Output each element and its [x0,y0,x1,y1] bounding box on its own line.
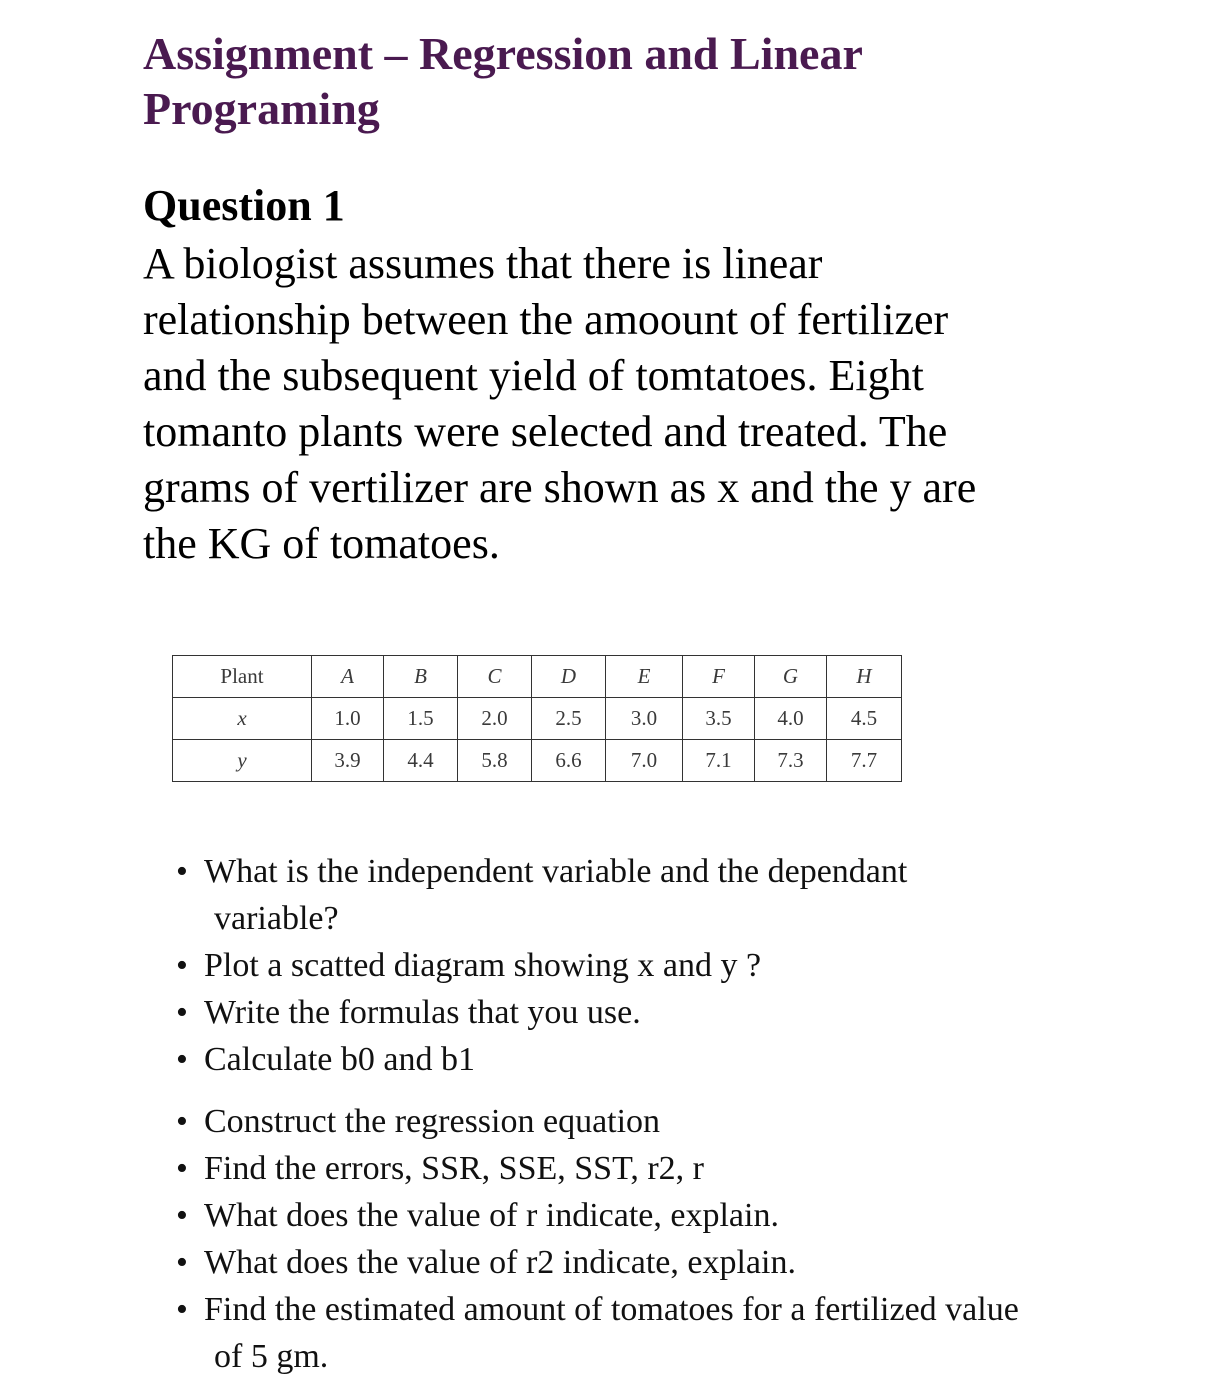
bullet-icon: • [176,1244,188,1281]
task-text: What is the independent variable and the dependant [204,853,908,890]
task-item [176,1286,1096,1380]
bullet-icon: • [176,994,188,1031]
question-text-line: A biologist assumes that there is linear [143,239,823,288]
table-header-cell: B [384,656,458,698]
question-text [143,236,1143,572]
table-header-cell: A [312,656,384,698]
table-cell: 3.9 [312,740,384,782]
fertilizer-yield-table [172,655,902,782]
question-text-line: the KG of tomatoes. [143,519,500,568]
table-cell: 5.8 [458,740,532,782]
question-heading: Question 1 [143,181,345,230]
task-item [176,1239,1096,1286]
task-text: Find the estimated amount of tomatoes for a fertilized value [204,1291,1019,1328]
task-text: Construct the regression equation [204,1103,661,1140]
bullet-icon: • [176,947,188,984]
table-row-y [173,740,902,782]
table-row-label-y: y [173,740,312,782]
bullet-icon: • [176,1291,188,1328]
document-title-line-2: Programing [143,83,380,134]
table-cell: 3.5 [683,698,755,740]
table-row-x [173,698,902,740]
task-list [176,848,1096,1380]
task-item [176,1098,1096,1145]
bullet-icon: • [176,1150,188,1187]
task-text: What does the value of r2 indicate, explain. [204,1244,796,1281]
table-header-cell: E [606,656,683,698]
table-cell: 1.5 [384,698,458,740]
table-cell: 2.0 [458,698,532,740]
table-cell: 7.3 [755,740,827,782]
task-text: What does the value of r indicate, explain. [204,1197,779,1234]
question-text-line: and the subsequent yield of tomtatoes. Eight [143,351,924,400]
bullet-icon: • [176,1197,188,1234]
task-text: Write the formulas that you use. [204,994,641,1031]
task-text-continued: of 5 gm. [214,1338,329,1375]
question-text-line: grams of vertilizer are shown as x and the y are [143,463,977,512]
table-row-label-x: x [173,698,312,740]
question-text-line: tomanto plants were selected and treated. The [143,407,948,456]
table-cell: 4.0 [755,698,827,740]
bullet-icon: • [176,1041,188,1078]
table-header-cell: C [458,656,532,698]
table-header-cell: H [827,656,902,698]
table-header-cell: D [532,656,606,698]
task-text: Find the errors, SSR, SSE, SST, r2, r [204,1150,704,1187]
task-text: Calculate b0 and b1 [204,1041,475,1078]
table-cell: 7.7 [827,740,902,782]
task-text-continued: variable? [214,900,339,937]
table-cell: 2.5 [532,698,606,740]
table-cell: 4.5 [827,698,902,740]
task-text: Plot a scatted diagram showing x and y ? [204,947,762,984]
task-item [176,1192,1096,1239]
table-cell: 7.1 [683,740,755,782]
bullet-icon: • [176,1103,188,1140]
table-cell: 1.0 [312,698,384,740]
bullet-icon: • [176,853,188,890]
document-title [143,26,1143,136]
table-header-row [173,656,902,698]
table-cell: 4.4 [384,740,458,782]
table-header-cell: G [755,656,827,698]
document-title-line-1: Assignment – Regression and Linear [143,28,863,79]
table-cell: 3.0 [606,698,683,740]
task-item [176,848,1096,942]
task-item [176,1036,1096,1083]
table-cell: 7.0 [606,740,683,782]
task-item [176,942,1096,989]
table-cell: 6.6 [532,740,606,782]
question-text-line: relationship between the amoount of fertilizer [143,295,949,344]
table-header-cell: F [683,656,755,698]
table-header-plant: Plant [173,656,312,698]
task-item [176,989,1096,1036]
task-item [176,1145,1096,1192]
